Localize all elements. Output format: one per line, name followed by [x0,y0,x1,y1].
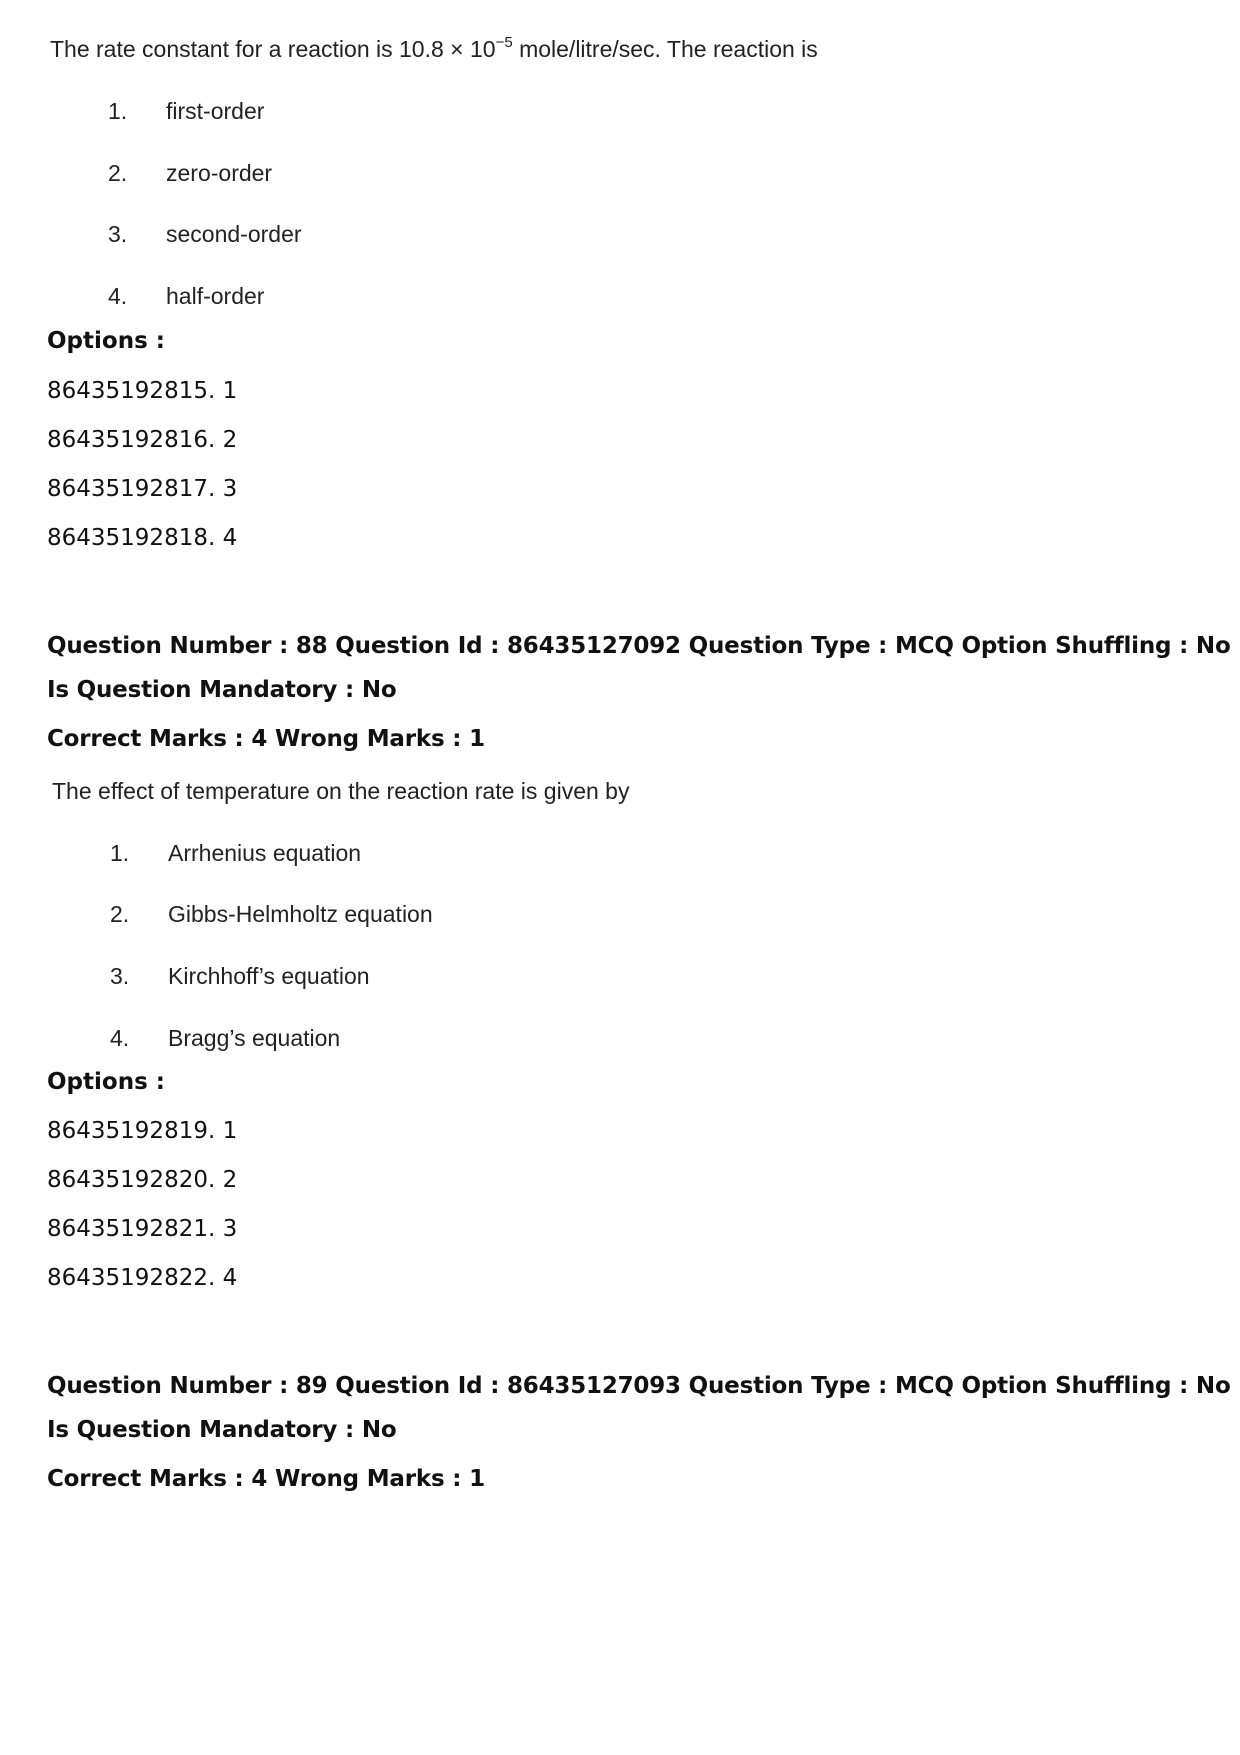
choice-number: 4. [110,1025,130,1051]
choice-number: 1. [110,840,130,866]
options-label: Options : [47,328,165,354]
option-item: 86435192820. 2 [47,1167,238,1193]
choice-text: Gibbs-Helmholtz equation [168,901,433,927]
choice-number: 4. [108,283,128,309]
choice-text: second-order [166,221,302,247]
choice-text: zero-order [166,160,273,186]
options-label: Options : [47,1069,165,1095]
question-mandatory: Is Question Mandatory : No [47,1417,397,1443]
choice-text: half-order [166,283,265,309]
question-stem-exponent: −5 [495,34,513,51]
choice-number: 3. [110,963,130,989]
question-header: Question Number : 88 Question Id : 86435127092 Question Type : MCQ Option Shuffling : No [47,633,1231,659]
question-stem: The effect of temperature on the reaction rate is given by [52,778,630,804]
choice-number: 2. [108,160,128,186]
question-marks: Correct Marks : 4 Wrong Marks : 1 [47,726,485,752]
option-item: 86435192816. 2 [47,427,238,453]
choice-text: first-order [166,98,265,124]
choice-text: Bragg’s equation [168,1025,341,1051]
choice-number: 2. [110,901,130,927]
question-stem-prefix: The rate constant for a reaction is 10.8 × 10 [50,36,496,62]
option-item: 86435192815. 1 [47,378,238,404]
option-item: 86435192821. 3 [47,1216,238,1242]
option-item: 86435192817. 3 [47,476,238,502]
question-stem-suffix: mole/litre/sec. The reaction is [512,36,818,62]
question-stem [50,36,818,63]
question-header: Question Number : 89 Question Id : 86435127093 Question Type : MCQ Option Shuffling : No [47,1373,1231,1399]
option-item: 86435192818. 4 [47,525,238,551]
option-item: 86435192822. 4 [47,1265,238,1291]
question-mandatory: Is Question Mandatory : No [47,677,397,703]
option-item: 86435192819. 1 [47,1118,238,1144]
choice-text: Arrhenius equation [168,840,362,866]
choice-number: 3. [108,221,128,247]
question-marks: Correct Marks : 4 Wrong Marks : 1 [47,1466,485,1492]
choice-number: 1. [108,98,128,124]
choice-text: Kirchhoff’s equation [168,963,370,989]
